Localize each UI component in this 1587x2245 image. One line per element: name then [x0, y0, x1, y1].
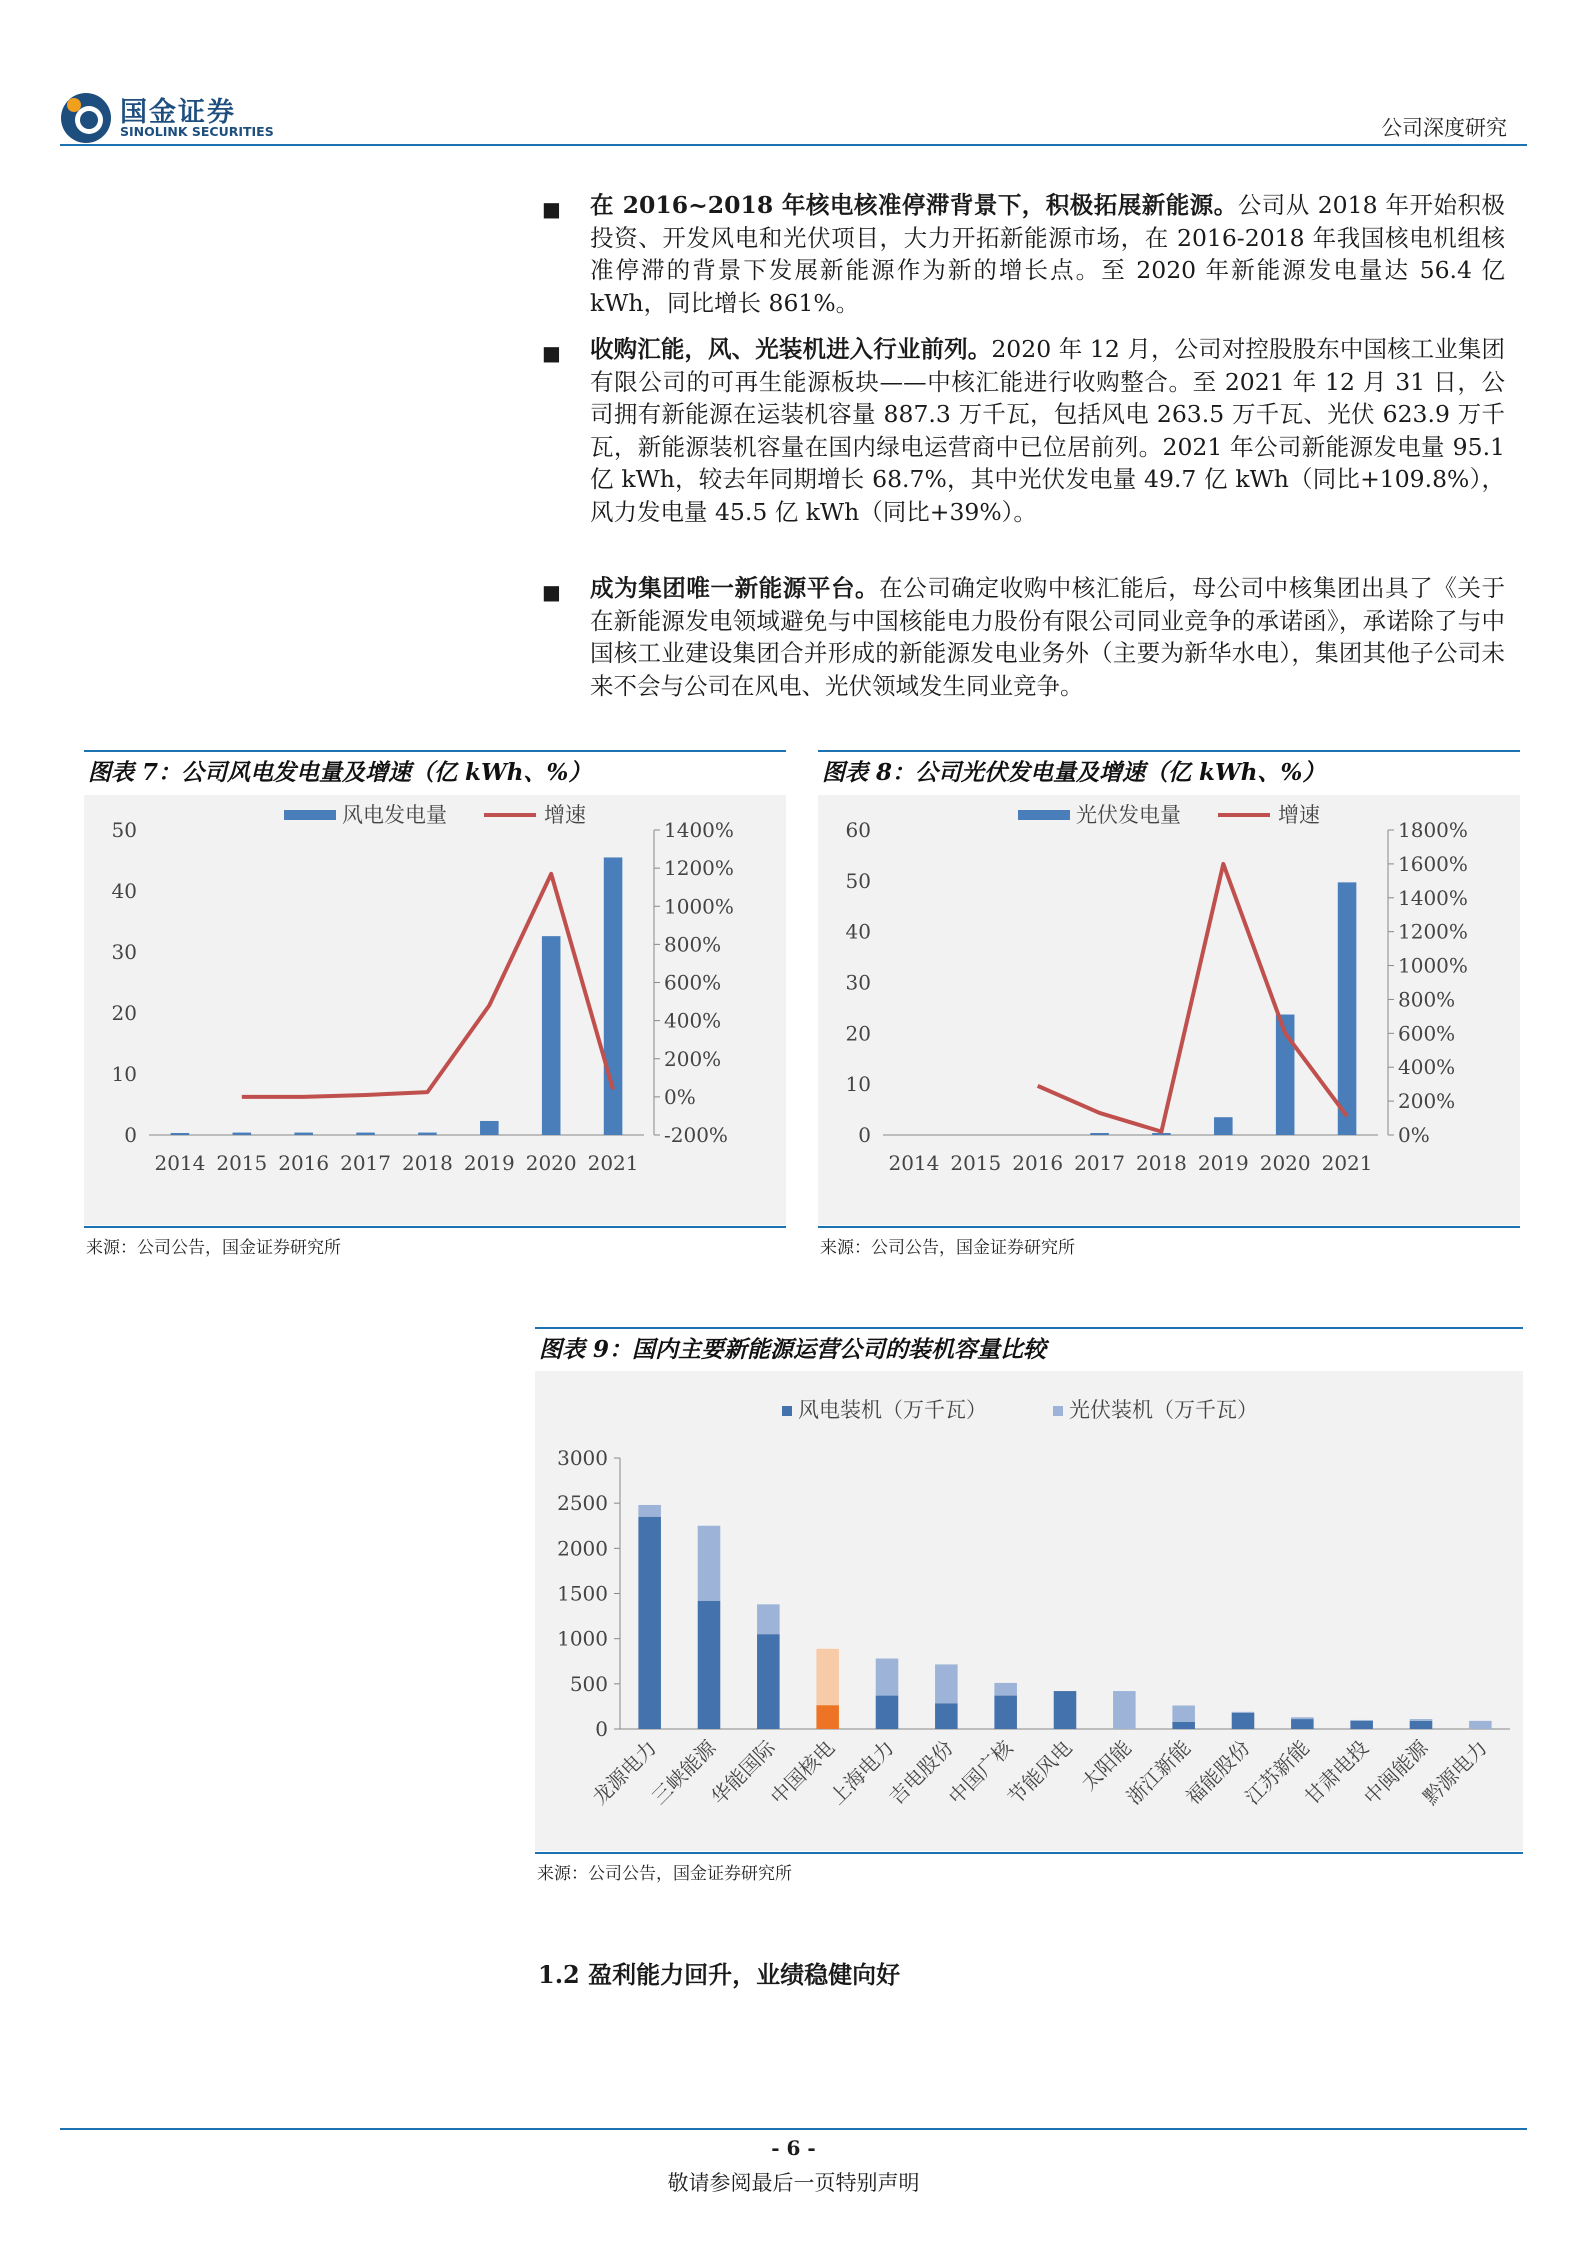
logo-text-cn: 国金证券	[120, 97, 236, 128]
y-right-tick-label: 600%	[1398, 1021, 1456, 1046]
y-left-tick-label: 20	[111, 1001, 137, 1025]
x-tick-label: 江苏新能	[1240, 1735, 1314, 1810]
x-tick-label: 2019	[463, 1151, 515, 1175]
bar-2017	[1090, 1133, 1109, 1135]
page-number: - 6 -	[771, 2136, 816, 2160]
bullet-square-icon: ■	[542, 341, 561, 365]
solar-bar-中闽能源	[1410, 1719, 1433, 1721]
x-tick-label: 2019	[1197, 1151, 1249, 1175]
y-right-tick-label: 1000%	[1398, 953, 1468, 978]
y-right-tick-label: 0%	[1398, 1123, 1430, 1147]
solar-bar-三峡能源	[698, 1526, 721, 1601]
bar-2021	[604, 857, 623, 1135]
solar-bar-江苏新能	[1291, 1717, 1314, 1719]
bullet-body: 公司从 2018 年开始积极投资、开发风电和光伏项目，大力开拓新能源市场，在 2016-2018 年我国核电机组核准停滞的背景下发展新能源作为新的增长点。至 2020 年新能源发电量达 56.4 亿 kWh，同比增长 861%。	[590, 191, 1505, 317]
logo-text-en: SINOLINK SECURITIES	[120, 124, 274, 139]
capacity-comparison-chart	[535, 1371, 1523, 1851]
y-left-tick-label: 10	[111, 1062, 137, 1086]
figure-rule	[535, 1327, 1523, 1329]
bar-2021	[1338, 882, 1357, 1135]
y-right-tick-label: 1400%	[1398, 885, 1468, 910]
wind-bar-三峡能源	[698, 1601, 721, 1729]
figure-rule	[535, 1852, 1523, 1854]
y-right-tick-label: 0%	[664, 1084, 696, 1109]
wind-bar-华能国际	[757, 1634, 780, 1729]
y-left-tick-label: 40	[845, 919, 871, 944]
x-tick-label: 黔源电力	[1418, 1735, 1492, 1810]
y-right-tick-label: 800%	[1398, 987, 1456, 1012]
x-tick-label: 2021	[1321, 1151, 1373, 1175]
y-right-tick-label: 1200%	[1398, 919, 1468, 944]
footer-divider	[60, 2128, 1527, 2130]
y-tick-label: 2000	[557, 1536, 608, 1561]
y-left-tick-label: 10	[845, 1072, 871, 1097]
bar-2019	[480, 1121, 499, 1135]
x-tick-label: 福能股份	[1180, 1735, 1255, 1810]
bar-2017	[356, 1133, 375, 1135]
x-tick-label: 2017	[340, 1151, 392, 1175]
y-left-tick-label: 0	[858, 1123, 871, 1147]
wind-bar-浙江新能	[1172, 1722, 1195, 1729]
y-right-tick-label: 600%	[664, 970, 722, 995]
figure-rule	[84, 1226, 786, 1228]
y-left-tick-label: 20	[845, 1021, 871, 1046]
x-tick-label: 吉电股份	[884, 1735, 958, 1810]
x-tick-label: 中国核电	[765, 1735, 840, 1810]
figure-9-source: 来源：公司公告，国金证券研究所	[537, 1864, 792, 1884]
x-tick-label: 三峡能源	[646, 1735, 721, 1810]
solar-bar-中国核电	[816, 1649, 839, 1705]
y-right-tick-label: 1200%	[664, 856, 734, 881]
figure-8-chart-area	[818, 795, 1520, 1225]
y-tick-label: 1500	[557, 1581, 608, 1606]
wind-generation-chart	[84, 795, 786, 1225]
solar-bar-华能国际	[757, 1604, 780, 1634]
bar-2019	[1214, 1117, 1233, 1135]
x-tick-label: 华能国际	[706, 1735, 780, 1810]
bullet-paragraph	[538, 572, 1505, 702]
legend-wind-label: 风电装机（万千瓦）	[798, 1398, 987, 1422]
x-tick-label: 2016	[1012, 1151, 1064, 1175]
x-tick-label: 甘肃电投	[1299, 1735, 1374, 1810]
y-right-tick-label: 1000%	[664, 894, 734, 919]
x-tick-label: 2017	[1074, 1151, 1126, 1175]
x-tick-label: 2015	[950, 1151, 1002, 1175]
x-tick-label: 2020	[525, 1151, 577, 1175]
solar-bar-上海电力	[876, 1659, 899, 1696]
y-left-tick-label: 50	[845, 868, 871, 893]
figure-rule	[818, 750, 1520, 752]
figure-8-title: 图表 8：公司光伏发电量及增速（亿 kWh、%）	[822, 759, 1326, 786]
wind-bar-中国广核	[994, 1696, 1017, 1729]
solar-bar-福能股份	[1232, 1712, 1255, 1713]
bullet-body: 2020 年 12 月，公司对控股股东中国核工业集团有限公司的可再生能源板块——中核汇能进行收购整合。至 2021 年 12 月 31 日，公司拥有新能源在运装机容量 887.3 万千瓦，包括风电 263.5 万千瓦、光伏 623.9 万千瓦，新能源装机容量在国内绿电运营商中已位居前列。2021 年公司新能源发电量 95.1 亿 kWh，较去年同期增长 68.7%，其中光伏发电量 49.7 亿 kWh（同比+109.8%），风力发电量 45.5 亿 kWh（同比+39%）。	[590, 335, 1506, 526]
bullet-paragraph	[538, 333, 1505, 528]
x-tick-label: 2021	[587, 1151, 639, 1175]
x-tick-label: 节能风电	[1002, 1735, 1077, 1810]
wind-bar-上海电力	[876, 1696, 899, 1729]
solar-bar-黔源电力	[1469, 1721, 1492, 1729]
y-right-tick-label: 400%	[664, 1008, 722, 1033]
x-tick-label: 2018	[401, 1151, 453, 1175]
x-tick-label: 中国广核	[943, 1735, 1018, 1810]
solar-bar-吉电股份	[935, 1664, 958, 1703]
figure-7-chart-area	[84, 795, 786, 1225]
logo-mark-icon	[60, 92, 112, 144]
bullet-body: 在公司确定收购中核汇能后，母公司中核集团出具了《关于在新能源发电领域避免与中国核能电力股份有限公司同业竞争的承诺函》，承诺除了与中国核工业建设集团合并形成的新能源发电业务外（主要为新华水电），集团其他子公司未来不会与公司在风电、光伏领域发生同业竞争。	[590, 574, 1506, 700]
x-tick-label: 太阳能	[1076, 1735, 1136, 1795]
y-right-tick-label: 400%	[1398, 1055, 1456, 1080]
report-type: 公司深度研究	[1381, 116, 1507, 140]
bullet-paragraph	[538, 189, 1505, 319]
x-tick-label: 2016	[278, 1151, 330, 1175]
wind-bar-中国核电	[816, 1705, 839, 1729]
bullet-lead: 在 2016~2018 年核电核准停滞背景下，积极拓展新能源。	[590, 191, 1238, 219]
figure-7-title: 图表 7：公司风电发电量及增速（亿 kWh、%）	[88, 759, 592, 786]
footer-disclaimer: 敬请参阅最后一页特别声明	[667, 2171, 920, 2195]
company-logo	[60, 88, 295, 146]
y-tick-label: 2500	[557, 1491, 608, 1516]
bar-2015	[233, 1133, 252, 1135]
solar-generation-chart	[818, 795, 1520, 1225]
x-tick-label: 2014	[888, 1151, 940, 1175]
legend-bar-label: 光伏发电量	[1076, 803, 1181, 827]
legend-solar-swatch	[1053, 1406, 1063, 1416]
x-tick-label: 浙江新能	[1121, 1735, 1196, 1810]
y-tick-label: 500	[569, 1671, 608, 1696]
solar-bar-浙江新能	[1172, 1706, 1195, 1722]
x-tick-label: 2015	[216, 1151, 268, 1175]
y-left-tick-label: 60	[845, 818, 871, 842]
solar-bar-太阳能	[1113, 1691, 1136, 1729]
solar-bar-龙源电力	[638, 1505, 661, 1517]
bullet-square-icon: ■	[542, 197, 561, 221]
legend-line-label: 增速	[1278, 803, 1320, 827]
figure-7-source: 来源：公司公告，国金证券研究所	[86, 1238, 341, 1258]
bullet-square-icon: ■	[542, 580, 561, 604]
wind-bar-中闽能源	[1410, 1721, 1433, 1729]
y-tick-label: 3000	[557, 1446, 608, 1470]
y-left-tick-label: 30	[845, 970, 871, 995]
bar-2014	[171, 1133, 190, 1135]
wind-bar-节能风电	[1054, 1691, 1077, 1729]
y-right-tick-label: 200%	[1398, 1089, 1456, 1114]
y-right-tick-label: -200%	[664, 1123, 728, 1147]
figure-9-chart-area	[535, 1371, 1523, 1851]
y-right-tick-label: 1600%	[1398, 851, 1468, 876]
y-right-tick-label: 1400%	[664, 818, 734, 842]
legend-bar-swatch	[284, 810, 336, 820]
figure-9-title: 图表 9：国内主要新能源运营公司的装机容量比较	[539, 1336, 1047, 1363]
bar-2016	[294, 1133, 313, 1135]
growth-line	[1038, 864, 1347, 1132]
wind-bar-福能股份	[1232, 1713, 1255, 1729]
bar-2020	[542, 936, 561, 1135]
header-divider	[60, 144, 1527, 146]
legend-bar-label: 风电发电量	[342, 803, 447, 827]
x-tick-label: 2020	[1259, 1151, 1311, 1175]
y-left-tick-label: 50	[111, 818, 137, 842]
legend-line-label: 增速	[544, 803, 586, 827]
wind-bar-甘肃电投	[1350, 1721, 1373, 1729]
bullet-lead: 收购汇能，风、光装机进入行业前列。	[590, 335, 992, 363]
x-tick-label: 2014	[154, 1151, 206, 1175]
x-tick-label: 龙源电力	[587, 1735, 662, 1810]
y-tick-label: 1000	[557, 1626, 608, 1651]
wind-bar-吉电股份	[935, 1703, 958, 1729]
x-tick-label: 2018	[1135, 1151, 1187, 1175]
x-tick-label: 上海电力	[824, 1735, 899, 1810]
y-left-tick-label: 30	[111, 940, 137, 964]
figure-rule	[818, 1226, 1520, 1228]
bullet-lead: 成为集团唯一新能源平台。	[590, 574, 880, 602]
y-right-tick-label: 1800%	[1398, 818, 1468, 842]
section-heading: 1.2 盈利能力回升，业绩稳健向好	[538, 1960, 901, 1989]
legend-bar-swatch	[1018, 810, 1070, 820]
wind-bar-龙源电力	[638, 1517, 661, 1729]
y-right-tick-label: 200%	[664, 1046, 722, 1071]
x-tick-label: 中闽能源	[1358, 1735, 1433, 1810]
y-tick-label: 0	[595, 1717, 608, 1741]
solar-bar-中国广核	[994, 1683, 1017, 1696]
y-right-tick-label: 800%	[664, 932, 722, 957]
wind-bar-江苏新能	[1291, 1719, 1314, 1729]
legend-wind-swatch	[782, 1406, 792, 1416]
bar-2018	[418, 1133, 437, 1135]
figure-rule	[84, 750, 786, 752]
y-left-tick-label: 40	[111, 879, 137, 903]
legend-solar-label: 光伏装机（万千瓦）	[1069, 1398, 1258, 1422]
solar-bar-甘肃电投	[1350, 1720, 1373, 1721]
y-left-tick-label: 0	[124, 1123, 137, 1147]
figure-8-source: 来源：公司公告，国金证券研究所	[820, 1238, 1075, 1258]
